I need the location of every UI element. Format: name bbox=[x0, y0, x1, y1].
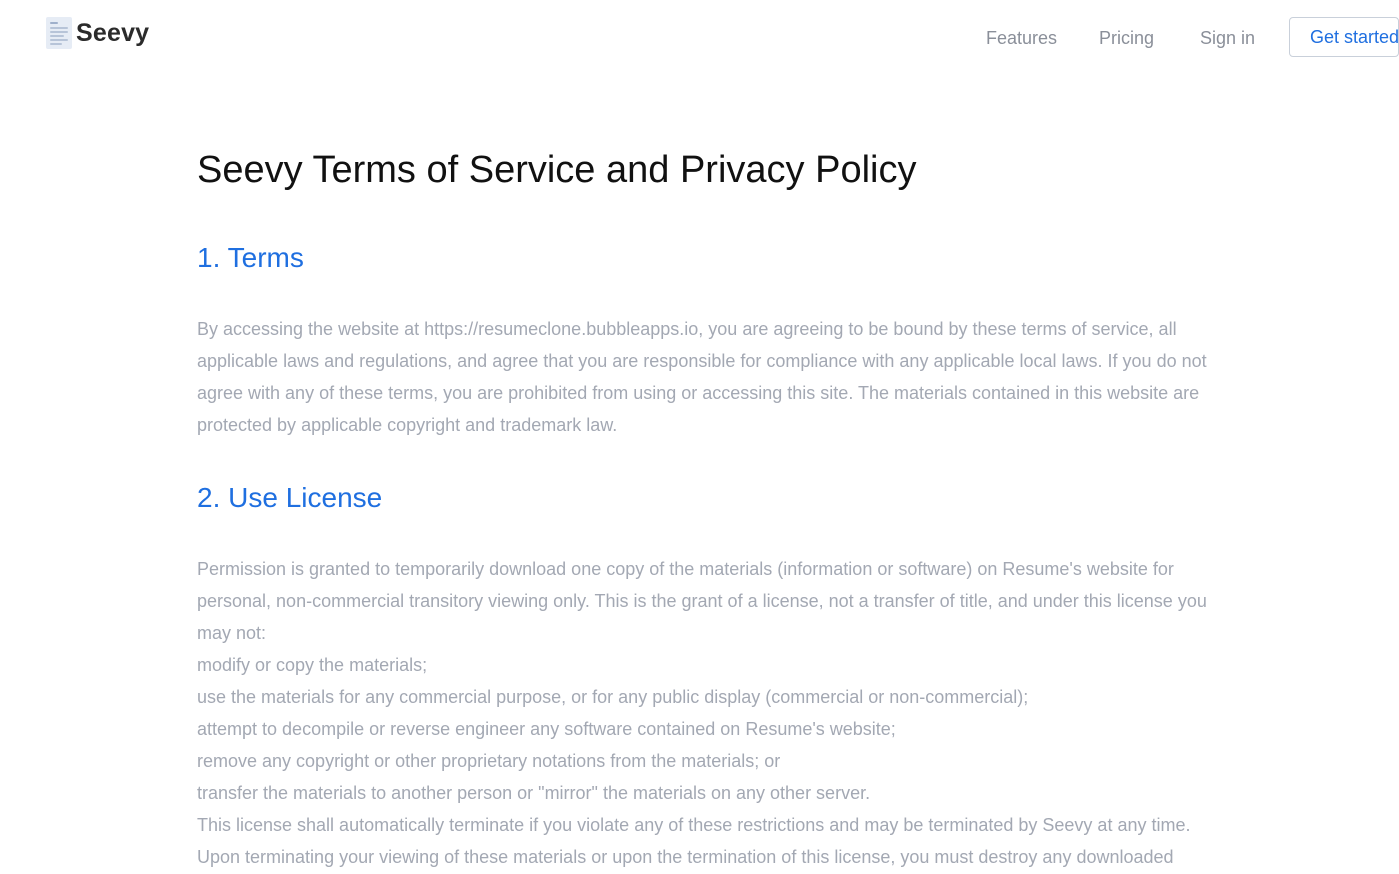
nav-features-link[interactable]: Features bbox=[986, 28, 1058, 48]
list-item: attempt to decompile or reverse engineer any software contained on Resume's website; bbox=[197, 719, 896, 739]
use-license-paragraph bbox=[197, 553, 1259, 873]
site-header bbox=[0, 0, 1399, 76]
text-line: Permission is granted to temporarily download one copy of the materials (information or software) on Resume's website for bbox=[197, 559, 1174, 579]
text-line: agree with any of these terms, you are prohibited from using or accessing this site. The materials contained in this website are bbox=[197, 383, 1200, 403]
text-line: Upon terminating your viewing of these materials or upon the termination of this license, you must destroy any downloaded bbox=[197, 847, 1174, 867]
text-line: applicable laws and regulations, and agree that you are responsible for compliance with any applicable local laws. If you do not bbox=[197, 351, 1207, 371]
list-item: remove any copyright or other proprietary notations from the materials; or bbox=[197, 751, 781, 771]
nav-pricing-link[interactable]: Pricing bbox=[1099, 28, 1155, 48]
terms-paragraph bbox=[197, 313, 1259, 441]
text-line: may not: bbox=[197, 623, 267, 643]
page-title: Seevy Terms of Service and Privacy Policy bbox=[197, 149, 917, 191]
text-line: By accessing the website at https://resumeclone.bubbleapps.io, you are agreeing to be bound by these terms of service, all bbox=[197, 319, 1177, 339]
list-item: modify or copy the materials; bbox=[197, 655, 428, 675]
list-item: use the materials for any commercial purpose, or for any public display (commercial or non-commercial); bbox=[197, 687, 1029, 707]
nav-sign-in-link[interactable]: Sign in bbox=[1200, 28, 1256, 48]
text-line: personal, non-commercial transitory viewing only. This is the grant of a license, not a transfer of title, and under this license you bbox=[197, 591, 1207, 611]
get-started-button[interactable]: Get started bbox=[1289, 17, 1399, 57]
section-heading-terms: 1. Terms bbox=[197, 242, 304, 273]
list-item: transfer the materials to another person or "mirror" the materials on any other server. bbox=[197, 783, 871, 803]
section-heading-use-license: 2. Use License bbox=[197, 482, 383, 513]
brand-logo[interactable] bbox=[46, 17, 149, 49]
document-icon bbox=[46, 17, 72, 49]
brand-name: Seevy bbox=[76, 19, 150, 47]
text-line: This license shall automatically terminate if you violate any of these restrictions and may be terminated by Seevy at any time. bbox=[197, 815, 1191, 835]
text-line: protected by applicable copyright and trademark law. bbox=[197, 415, 618, 435]
